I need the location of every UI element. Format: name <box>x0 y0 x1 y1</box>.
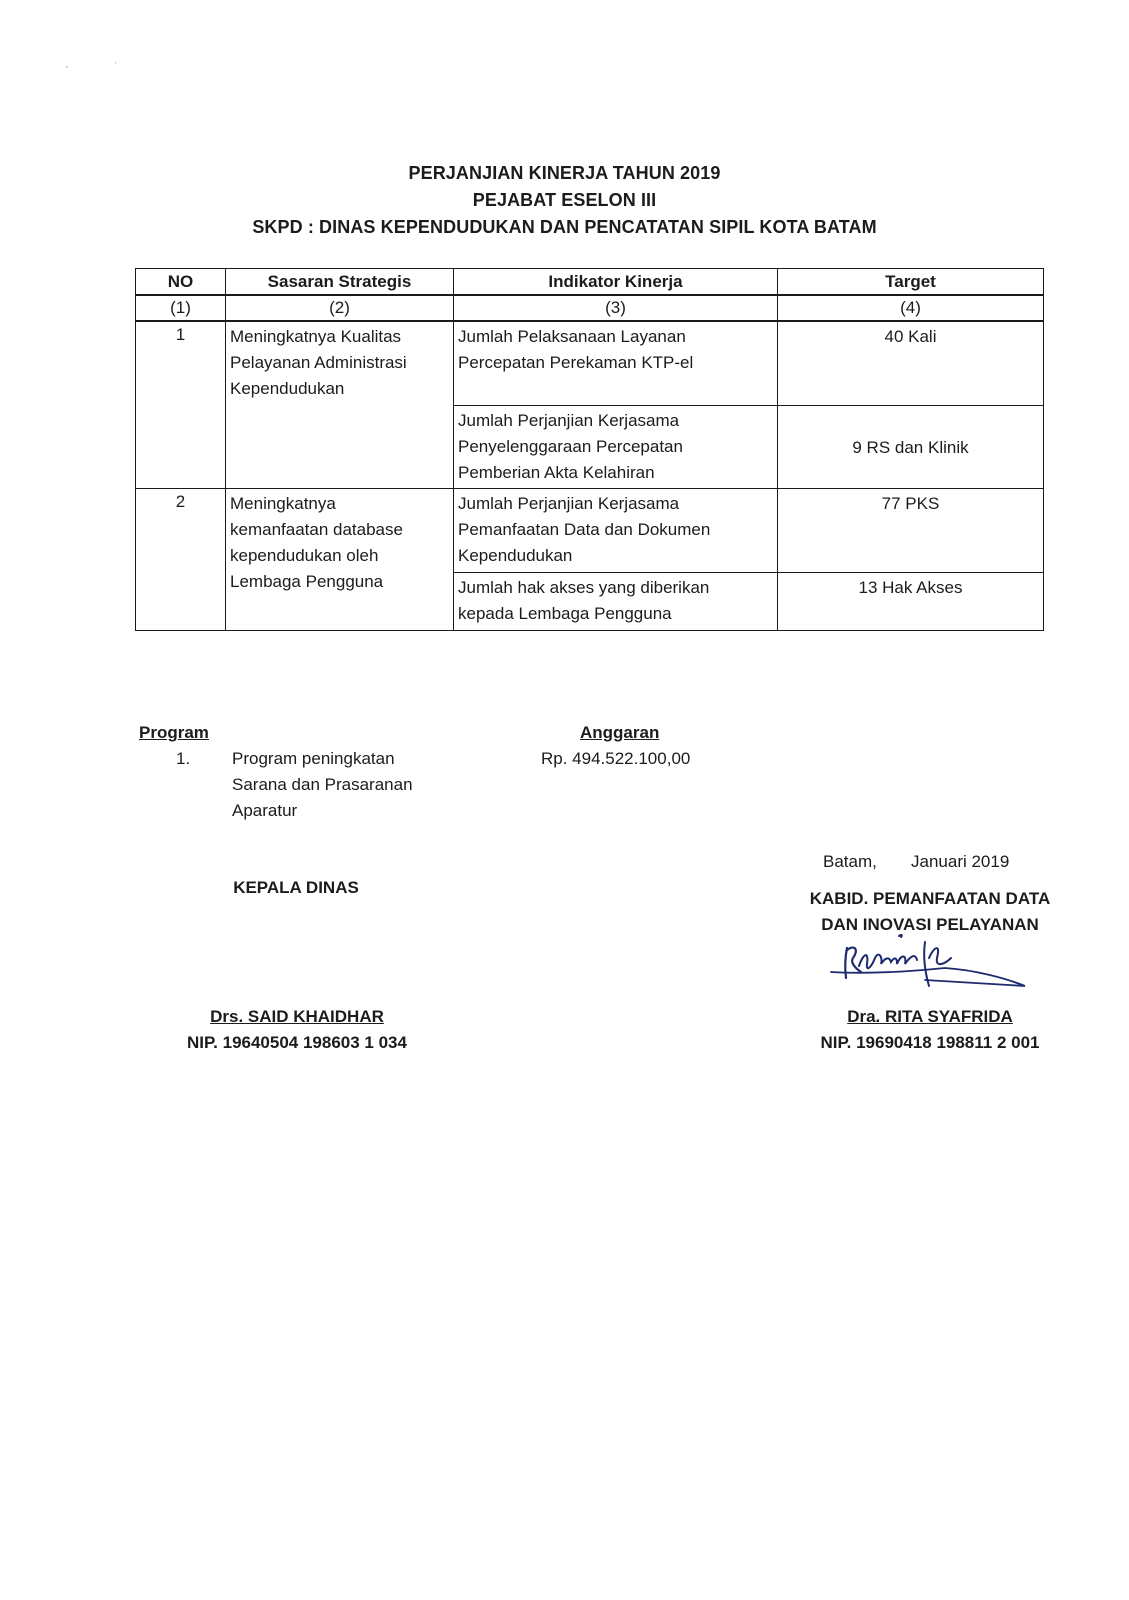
row-number: 1 <box>136 321 226 488</box>
document-title <box>0 160 1129 241</box>
sasaran-line: Meningkatnya <box>230 493 336 513</box>
column-number-row <box>136 295 1044 321</box>
col-number: (2) <box>226 295 454 321</box>
header-target: Target <box>778 269 1044 296</box>
title-line-1: PERJANJIAN KINERJA TAHUN 2019 <box>408 163 721 183</box>
indikator-cell <box>454 488 778 572</box>
sasaran-cell <box>226 488 454 630</box>
indikator-line: kepada Lembaga Pengguna <box>458 603 672 623</box>
right-signatory-title-2: DAN INOVASI PELAYANAN <box>821 915 1039 934</box>
title-line-2: PEJABAT ESELON III <box>472 190 657 210</box>
target-cell: 9 RS dan Klinik <box>778 405 1044 488</box>
indikator-line: Pemanfaatan Data dan Dokumen <box>458 519 711 539</box>
program-heading: Program <box>139 723 209 742</box>
scan-artifact <box>66 66 68 68</box>
left-signatory-nip: NIP. 19640504 198603 1 034 <box>187 1033 407 1052</box>
program-item <box>232 746 413 824</box>
right-signatory-title-1: KABID. PEMANFAATAN DATA <box>809 889 1051 908</box>
row-number: 2 <box>136 488 226 630</box>
date: Januari 2019 <box>911 852 1010 871</box>
sasaran-line: kemanfaatan database <box>230 519 403 539</box>
table-header-row <box>136 269 1044 296</box>
indikator-cell <box>454 405 778 488</box>
indikator-line: Pemberian Akta Kelahiran <box>458 462 655 482</box>
anggaran-heading: Anggaran <box>580 723 660 742</box>
indikator-cell <box>454 572 778 630</box>
title-line-3: SKPD : DINAS KEPENDUDUKAN DAN PENCATATAN SIPIL KOTA BATAM <box>252 217 877 237</box>
header-no: NO <box>136 269 226 296</box>
sasaran-cell <box>226 321 454 488</box>
sasaran-line: Meningkatnya Kualitas <box>230 327 402 346</box>
left-signatory-title: KEPALA DINAS <box>233 878 359 897</box>
col-number: (1) <box>136 295 226 321</box>
indikator-line: Jumlah Pelaksanaan Layanan <box>458 327 686 346</box>
program-item-number: 1. <box>176 749 191 768</box>
indikator-line: Jumlah Perjanjian Kerjasama <box>458 410 680 430</box>
table-row <box>136 488 1044 572</box>
handwritten-signature <box>825 928 1035 998</box>
right-signatory-name: Dra. RITA SYAFRIDA <box>847 1007 1013 1026</box>
scan-artifact <box>115 62 116 64</box>
left-signatory-name: Drs. SAID KHAIDHAR <box>210 1007 384 1026</box>
table-row <box>136 321 1044 405</box>
program-line: Sarana dan Prasaranan <box>232 775 413 794</box>
anggaran-value: Rp. 494.522.100,00 <box>541 749 691 768</box>
target-cell: 77 PKS <box>778 488 1044 572</box>
program-line: Program peningkatan <box>232 749 395 768</box>
sasaran-line: Pelayanan Administrasi <box>230 353 407 372</box>
indikator-line: Jumlah Perjanjian Kerjasama <box>458 493 680 513</box>
indikator-line: Penyelenggaraan Percepatan <box>458 436 683 456</box>
header-indikator: Indikator Kinerja <box>454 269 778 296</box>
indikator-line: Kependudukan <box>458 545 573 565</box>
performance-table <box>135 268 1044 631</box>
target-cell: 40 Kali <box>778 321 1044 405</box>
indikator-line: Jumlah hak akses yang diberikan <box>458 577 710 597</box>
sasaran-line: Kependudukan <box>230 379 345 398</box>
place: Batam, <box>823 852 877 871</box>
indikator-cell <box>454 321 778 405</box>
right-signatory-nip: NIP. 19690418 198811 2 001 <box>820 1033 1040 1052</box>
col-number: (3) <box>454 295 778 321</box>
sasaran-line: Lembaga Pengguna <box>230 571 384 591</box>
indikator-line: Percepatan Perekaman KTP-el <box>458 353 694 372</box>
col-number: (4) <box>778 295 1044 321</box>
target-cell: 13 Hak Akses <box>778 572 1044 630</box>
header-sasaran: Sasaran Strategis <box>226 269 454 296</box>
program-line: Aparatur <box>232 801 298 820</box>
sasaran-line: kependudukan oleh <box>230 545 379 565</box>
